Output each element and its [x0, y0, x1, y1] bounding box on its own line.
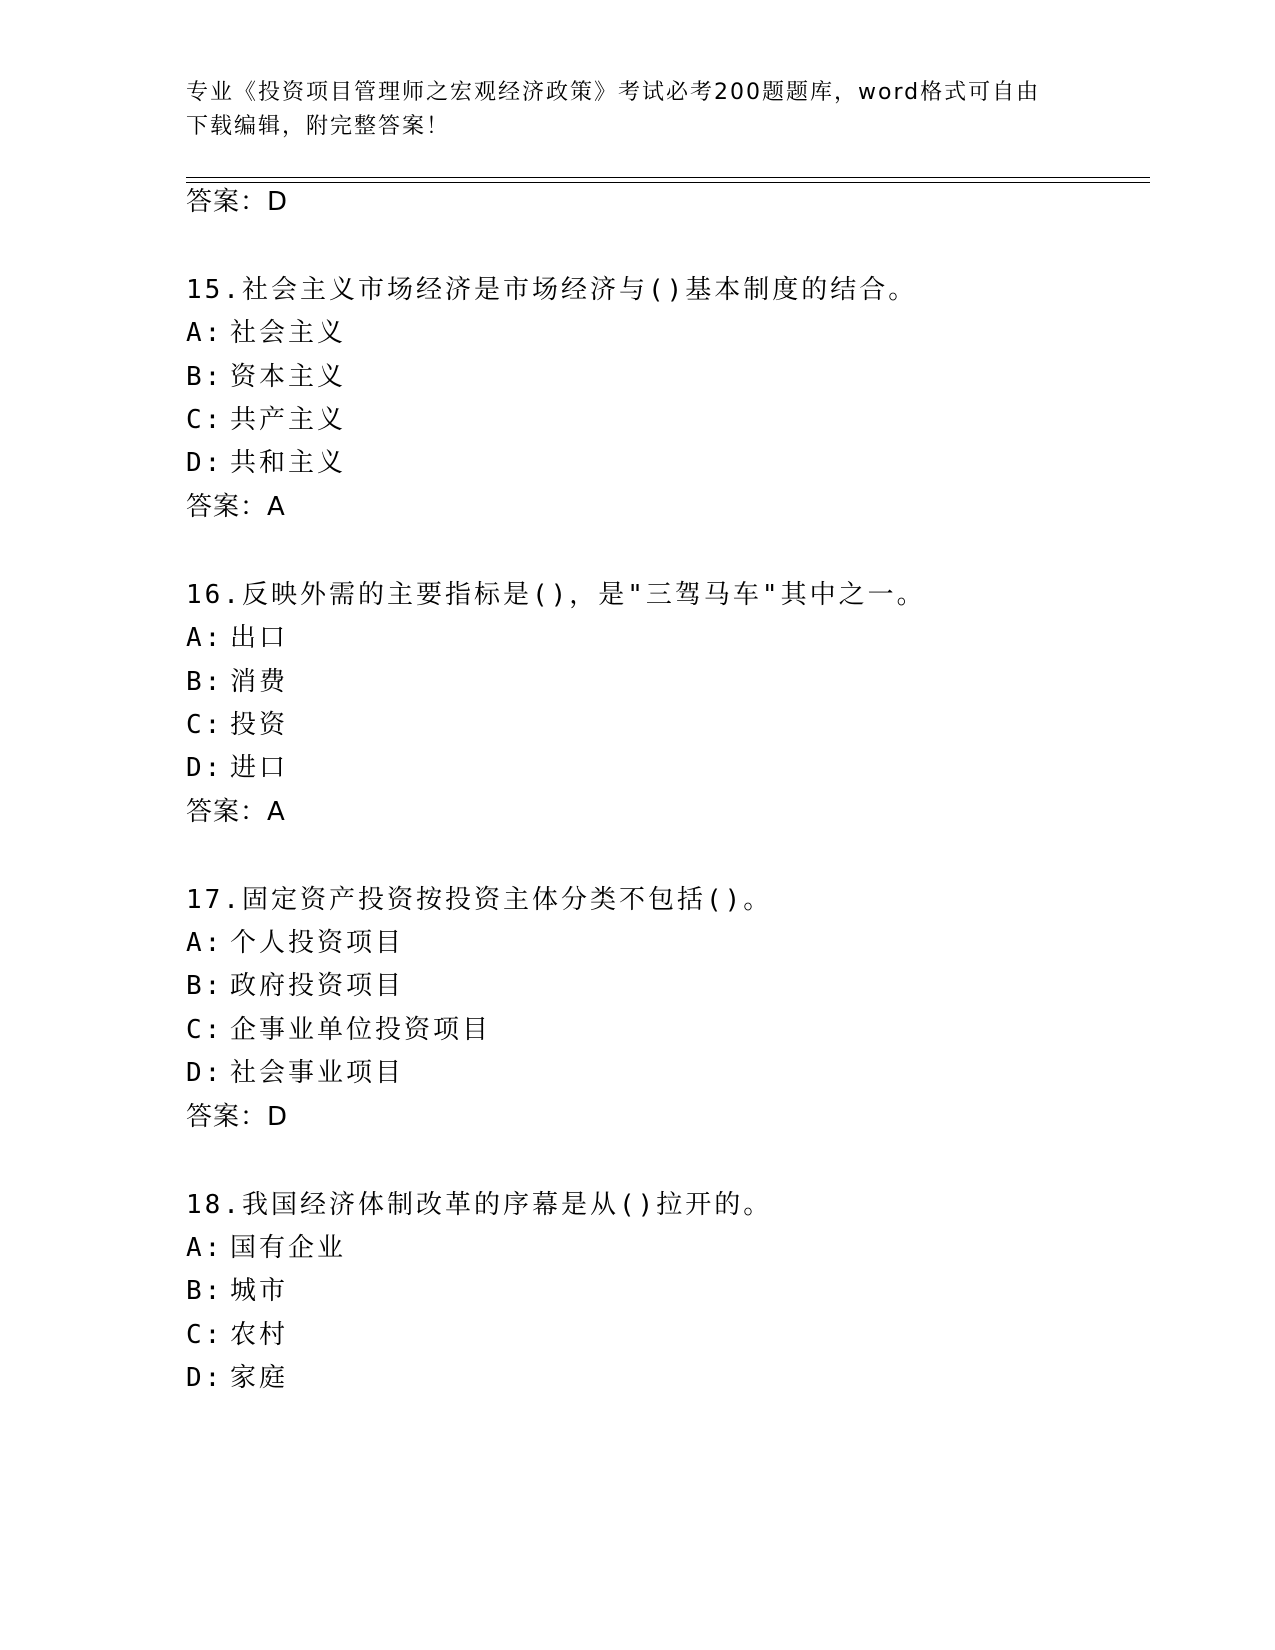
option-key: A: — [186, 623, 224, 653]
option-row — [186, 1319, 288, 1351]
header-line-1: 专业《投资项目管理师之宏观经济政策》考试必考200题题库，word格式可自由 — [186, 80, 1041, 105]
question-stem: 18.我国经济体制改革的序幕是从()拉开的。 — [186, 1190, 773, 1220]
option-row — [186, 1232, 346, 1264]
option-key: B: — [186, 971, 224, 1001]
option-row — [186, 1275, 288, 1307]
option-text: 出口 — [230, 623, 289, 653]
option-text: 共和主义 — [230, 448, 347, 478]
option-key: B: — [186, 1276, 224, 1306]
answer-line: 答案：A — [186, 492, 286, 522]
option-text: 城市 — [230, 1276, 289, 1306]
option-text: 社会事业项目 — [230, 1058, 405, 1088]
option-key: D: — [186, 1058, 224, 1088]
option-key: D: — [186, 1363, 224, 1393]
option-row — [186, 927, 404, 959]
option-text: 企事业单位投资项目 — [230, 1015, 492, 1045]
question-stem: 17.固定资产投资按投资主体分类不包括()。 — [186, 885, 773, 915]
option-key: A: — [186, 928, 224, 958]
option-key: A: — [186, 318, 224, 348]
answer-line: 答案：A — [186, 797, 286, 827]
question-stem: 15.社会主义市场经济是市场经济与()基本制度的结合。 — [186, 275, 918, 305]
option-text: 投资 — [230, 710, 289, 740]
option-row — [186, 1362, 288, 1394]
header-divider-top — [186, 177, 1150, 178]
option-row — [186, 752, 288, 784]
header-line-2: 下载编辑，附完整答案！ — [186, 114, 451, 139]
option-text: 政府投资项目 — [230, 971, 405, 1001]
option-row — [186, 709, 288, 741]
option-text: 个人投资项目 — [230, 928, 405, 958]
answer-line: 答案：D — [186, 187, 289, 217]
option-row — [186, 447, 346, 479]
option-key: A: — [186, 1233, 224, 1263]
option-key: B: — [186, 362, 224, 392]
answer-line: 答案：D — [186, 1102, 289, 1132]
option-key: C: — [186, 1015, 224, 1045]
option-row — [186, 666, 288, 698]
option-text: 资本主义 — [230, 362, 347, 392]
option-text: 农村 — [230, 1320, 289, 1350]
question-stem: 16.反映外需的主要指标是()，是"三驾马车"其中之一。 — [186, 580, 926, 610]
option-key: C: — [186, 1320, 224, 1350]
option-row — [186, 622, 288, 654]
option-key: D: — [186, 753, 224, 783]
option-text: 共产主义 — [230, 405, 347, 435]
option-row — [186, 317, 346, 349]
option-row — [186, 1057, 404, 1089]
option-text: 进口 — [230, 753, 289, 783]
option-text: 消费 — [230, 667, 289, 697]
option-text: 家庭 — [230, 1363, 289, 1393]
option-text: 国有企业 — [230, 1233, 347, 1263]
option-key: C: — [186, 710, 224, 740]
option-key: D: — [186, 448, 224, 478]
option-row — [186, 404, 346, 436]
option-key: C: — [186, 405, 224, 435]
header-divider-bottom — [186, 182, 1150, 183]
option-text: 社会主义 — [230, 318, 347, 348]
option-row — [186, 970, 404, 1002]
document-header — [186, 76, 1066, 144]
option-row — [186, 1014, 491, 1046]
option-row — [186, 361, 346, 393]
option-key: B: — [186, 667, 224, 697]
